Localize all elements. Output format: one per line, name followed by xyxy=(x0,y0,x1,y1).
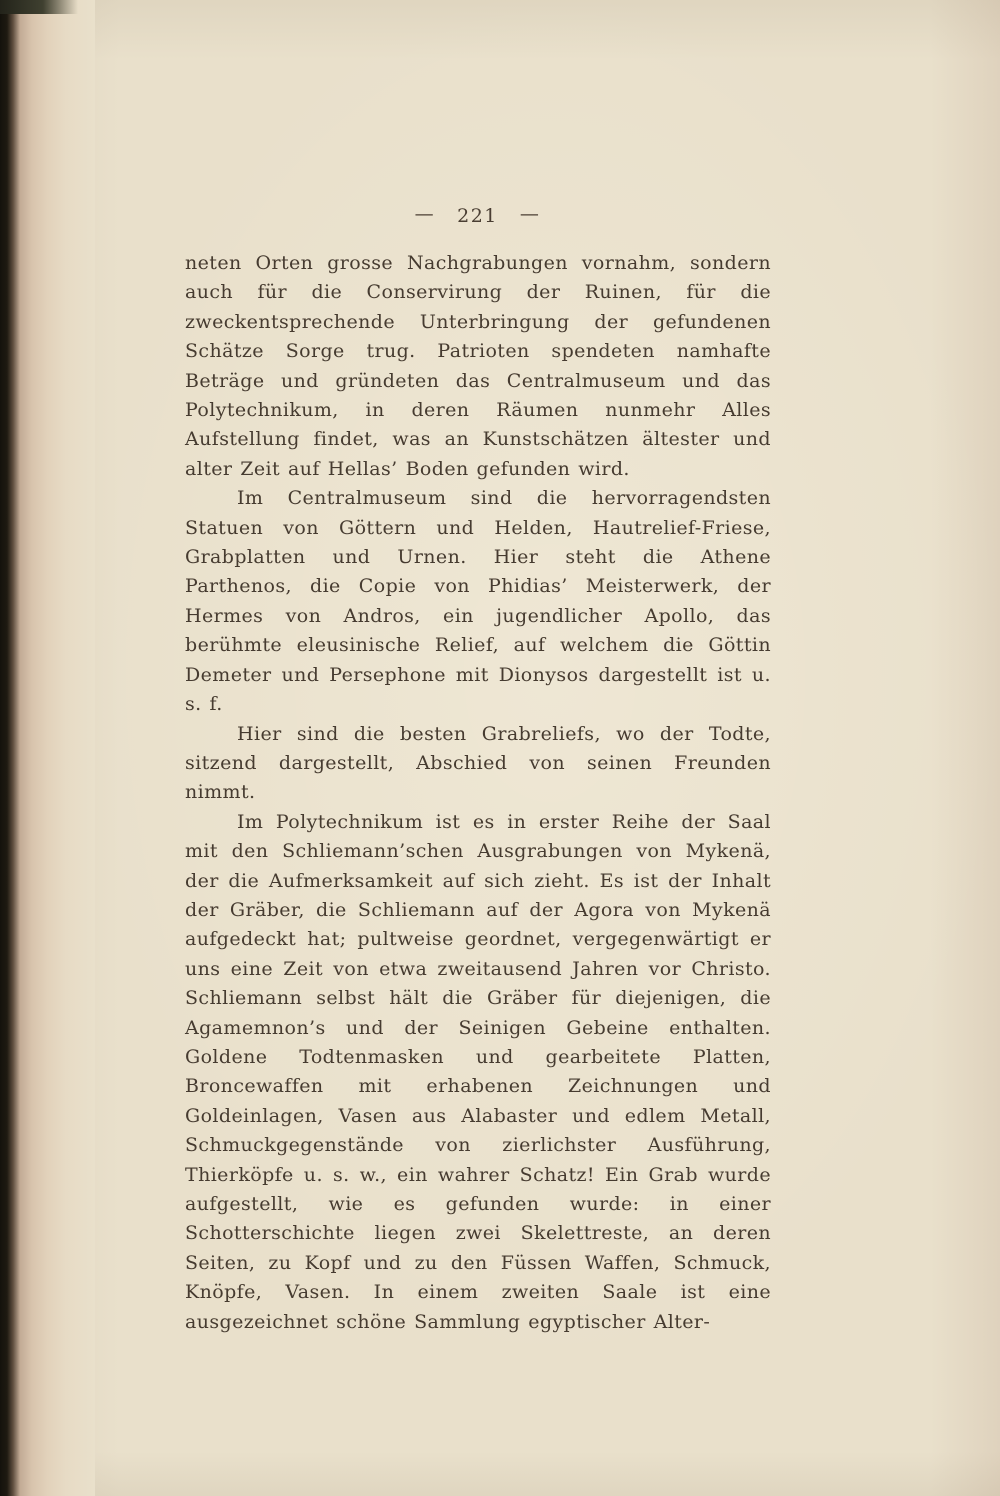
book-cover-corner xyxy=(0,0,78,14)
body-paragraph: Im Centralmuseum sind die hervorragendsten Statuen von Göttern und Helden, Hautrelief-Friese, Grabplatten und Urnen. Hier steht die Athene Parthenos, die Copie von Phidias’ Meisterwerk, der Hermes von Andros, ein jugendlicher Apollo, das berühmte eleusinische Relief, auf welchem die Göttin Demeter und Persephone mit Dionysos dargestellt ist u. s. f. xyxy=(185,487,771,716)
body-paragraph: Hier sind die besten Grabreliefs, wo der Todte, sitzend dargestellt, Abschied von seinen Freunden nimmt. xyxy=(185,722,771,804)
body-text xyxy=(185,249,771,1337)
page-number: 221 xyxy=(457,205,498,227)
page-header-dash-right: — xyxy=(519,203,541,225)
body-paragraph: neten Orten grosse Nachgrabungen vornahm, sondern auch für die Conservirung der Ruinen, für die zweckentsprechende Unterbringung der gefundenen Schätze Sorge trug. Patrioten spendeten namhafte Beträge und gründeten das Centralmuseum und das Polytechnikum, in deren Räumen nunmehr Alles Aufstellung findet, was an Kunstschätzen ältester und alter Zeit auf Hellas’ Boden gefunden wird. xyxy=(185,252,771,480)
page-header-dash-left: — xyxy=(414,203,436,225)
body-paragraph: Im Polytechnikum ist es in erster Reihe der Saal mit den Schliemann’schen Ausgrabungen von Mykenä, der die Aufmerksamkeit auf sich zieht. Es ist der Inhalt der Gräber, die Schliemann auf der Agora von Mykenä aufgedeckt hat; pultweise geordnet, vergegenwärtigt er uns eine Zeit von etwa zweitausend Jahren vor Christo. Schliemann selbst hält die Gräber für diejenigen, die Agamemnon’s und der Seinigen Gebeine enthalten. Goldene Todtenmasken und gearbeitete Platten, Broncewaffen mit erhabenen Zeichnungen und Goldeinlagen, Vasen aus Alabaster und edlem Metall, Schmuckgegenstände von zierlichster Ausführung, Thierköpfe u. s. w., ein wahrer Schatz! Ein Grab wurde aufgestellt, wie es gefunden wurde: in einer Schotterschichte liegen zwei Skelettreste, an deren Seiten, zu Kopf und zu den Füssen Waffen, Schmuck, Knöpfe, Vasen. In einem zweiten Saale ist eine ausgezeichnet schöne Sammlung egyptischer Alter- xyxy=(185,810,771,1333)
book-binding-edge xyxy=(0,0,95,1496)
page-header xyxy=(185,205,770,227)
